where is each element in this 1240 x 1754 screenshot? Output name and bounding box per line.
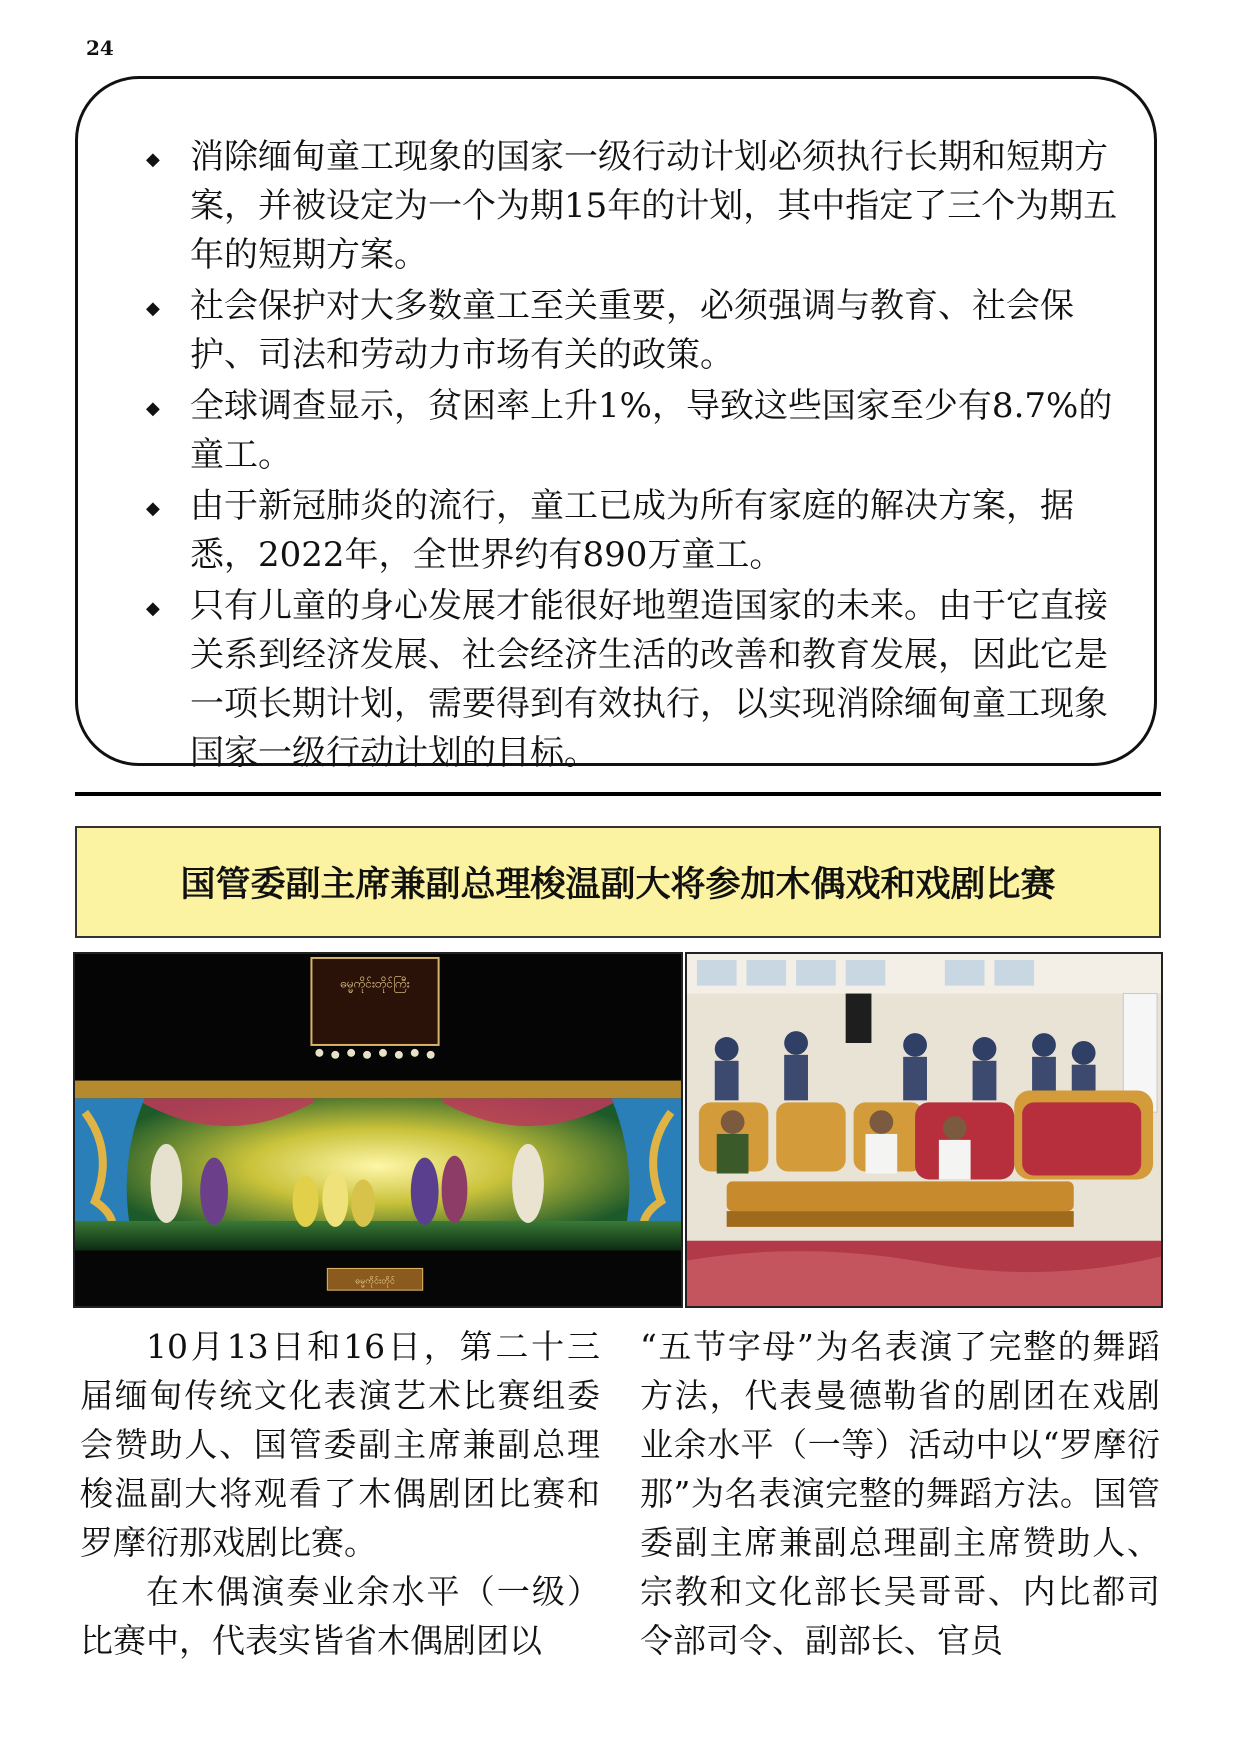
summary-item-text: 全球调查显示，贫困率上升1%，导致这些国家至少有8.7%的童工。 (190, 386, 1113, 475)
article-paragraph: 在木偶演奏业余水平（一级）比赛中，代表实皆省木偶剧团以 (80, 1572, 600, 1660)
headline-box (75, 826, 1161, 938)
summary-bullet-list (110, 133, 1118, 780)
summary-item-text: 社会保护对大多数童工至关重要，必须强调与教育、社会保护、司法和劳动力市场有关的政策。 (190, 286, 1074, 375)
page-number: 24 (86, 36, 114, 60)
diamond-bullet-icon: ◆ (146, 149, 160, 170)
summary-item (110, 382, 1118, 480)
article-paragraph: “五节字母”为名表演了完整的舞蹈方法，代表曼德勒省的剧团在戏剧业余水平（一等）活动中以“罗摩衍那”为名表演完整的舞蹈方法。国管委副主席兼副总理副主席赞助人、宗教和文化部长吴哥哥、内比都司令部司令、副部长、官员 (640, 1327, 1160, 1660)
summary-item-text: 消除缅甸童工现象的国家一级行动计划必须执行长期和短期方案，并被设定为一个为期15年的计划，其中指定了三个为期五年的短期方案。 (190, 137, 1118, 275)
banner-text: ဓမ္မကိုင်းတိုင်ကြီး (340, 976, 410, 991)
article-paragraph: 10月13日和16日，第二十三届缅甸传统文化表演艺术比赛组委会赞助人、国管委副主席兼副总理梭温副大将观看了木偶剧团比赛和罗摩衍那戏剧比赛。 (80, 1327, 600, 1562)
puppet-stage-illustration (75, 954, 681, 1306)
summary-item (110, 133, 1118, 280)
summary-item-text: 只有儿童的身心发展才能很好地塑造国家的未来。由于它直接关系到经济发展、社会经济生活的改善和教育发展，因此它是一项长期计划，需要得到有效执行，以实现消除缅甸童工现象国家一级行动计划的目标。 (190, 586, 1108, 773)
article-column-right (640, 1322, 1160, 1665)
summary-item (110, 482, 1118, 580)
summary-box (75, 76, 1157, 773)
summary-item-text: 由于新冠肺炎的流行，童工已成为所有家庭的解决方案，据悉，2022年，全世界约有890万童工。 (190, 486, 1074, 575)
audience-photo (685, 952, 1163, 1308)
article-headline: 国管委副主席兼副总理梭温副大将参加木偶戏和戏剧比赛 (180, 865, 1056, 905)
diamond-bullet-icon: ◆ (146, 398, 160, 419)
puppet-show-photo (73, 952, 683, 1308)
summary-item (110, 582, 1118, 778)
stage-sign-text: ဓမ္မကိုင်းတိုင် (355, 1276, 395, 1287)
section-divider (75, 792, 1161, 796)
summary-item (110, 282, 1118, 380)
diamond-bullet-icon: ◆ (146, 598, 160, 619)
article-column-left (80, 1322, 600, 1665)
diamond-bullet-icon: ◆ (146, 298, 160, 319)
audience-illustration (687, 954, 1161, 1306)
diamond-bullet-icon: ◆ (146, 498, 160, 519)
